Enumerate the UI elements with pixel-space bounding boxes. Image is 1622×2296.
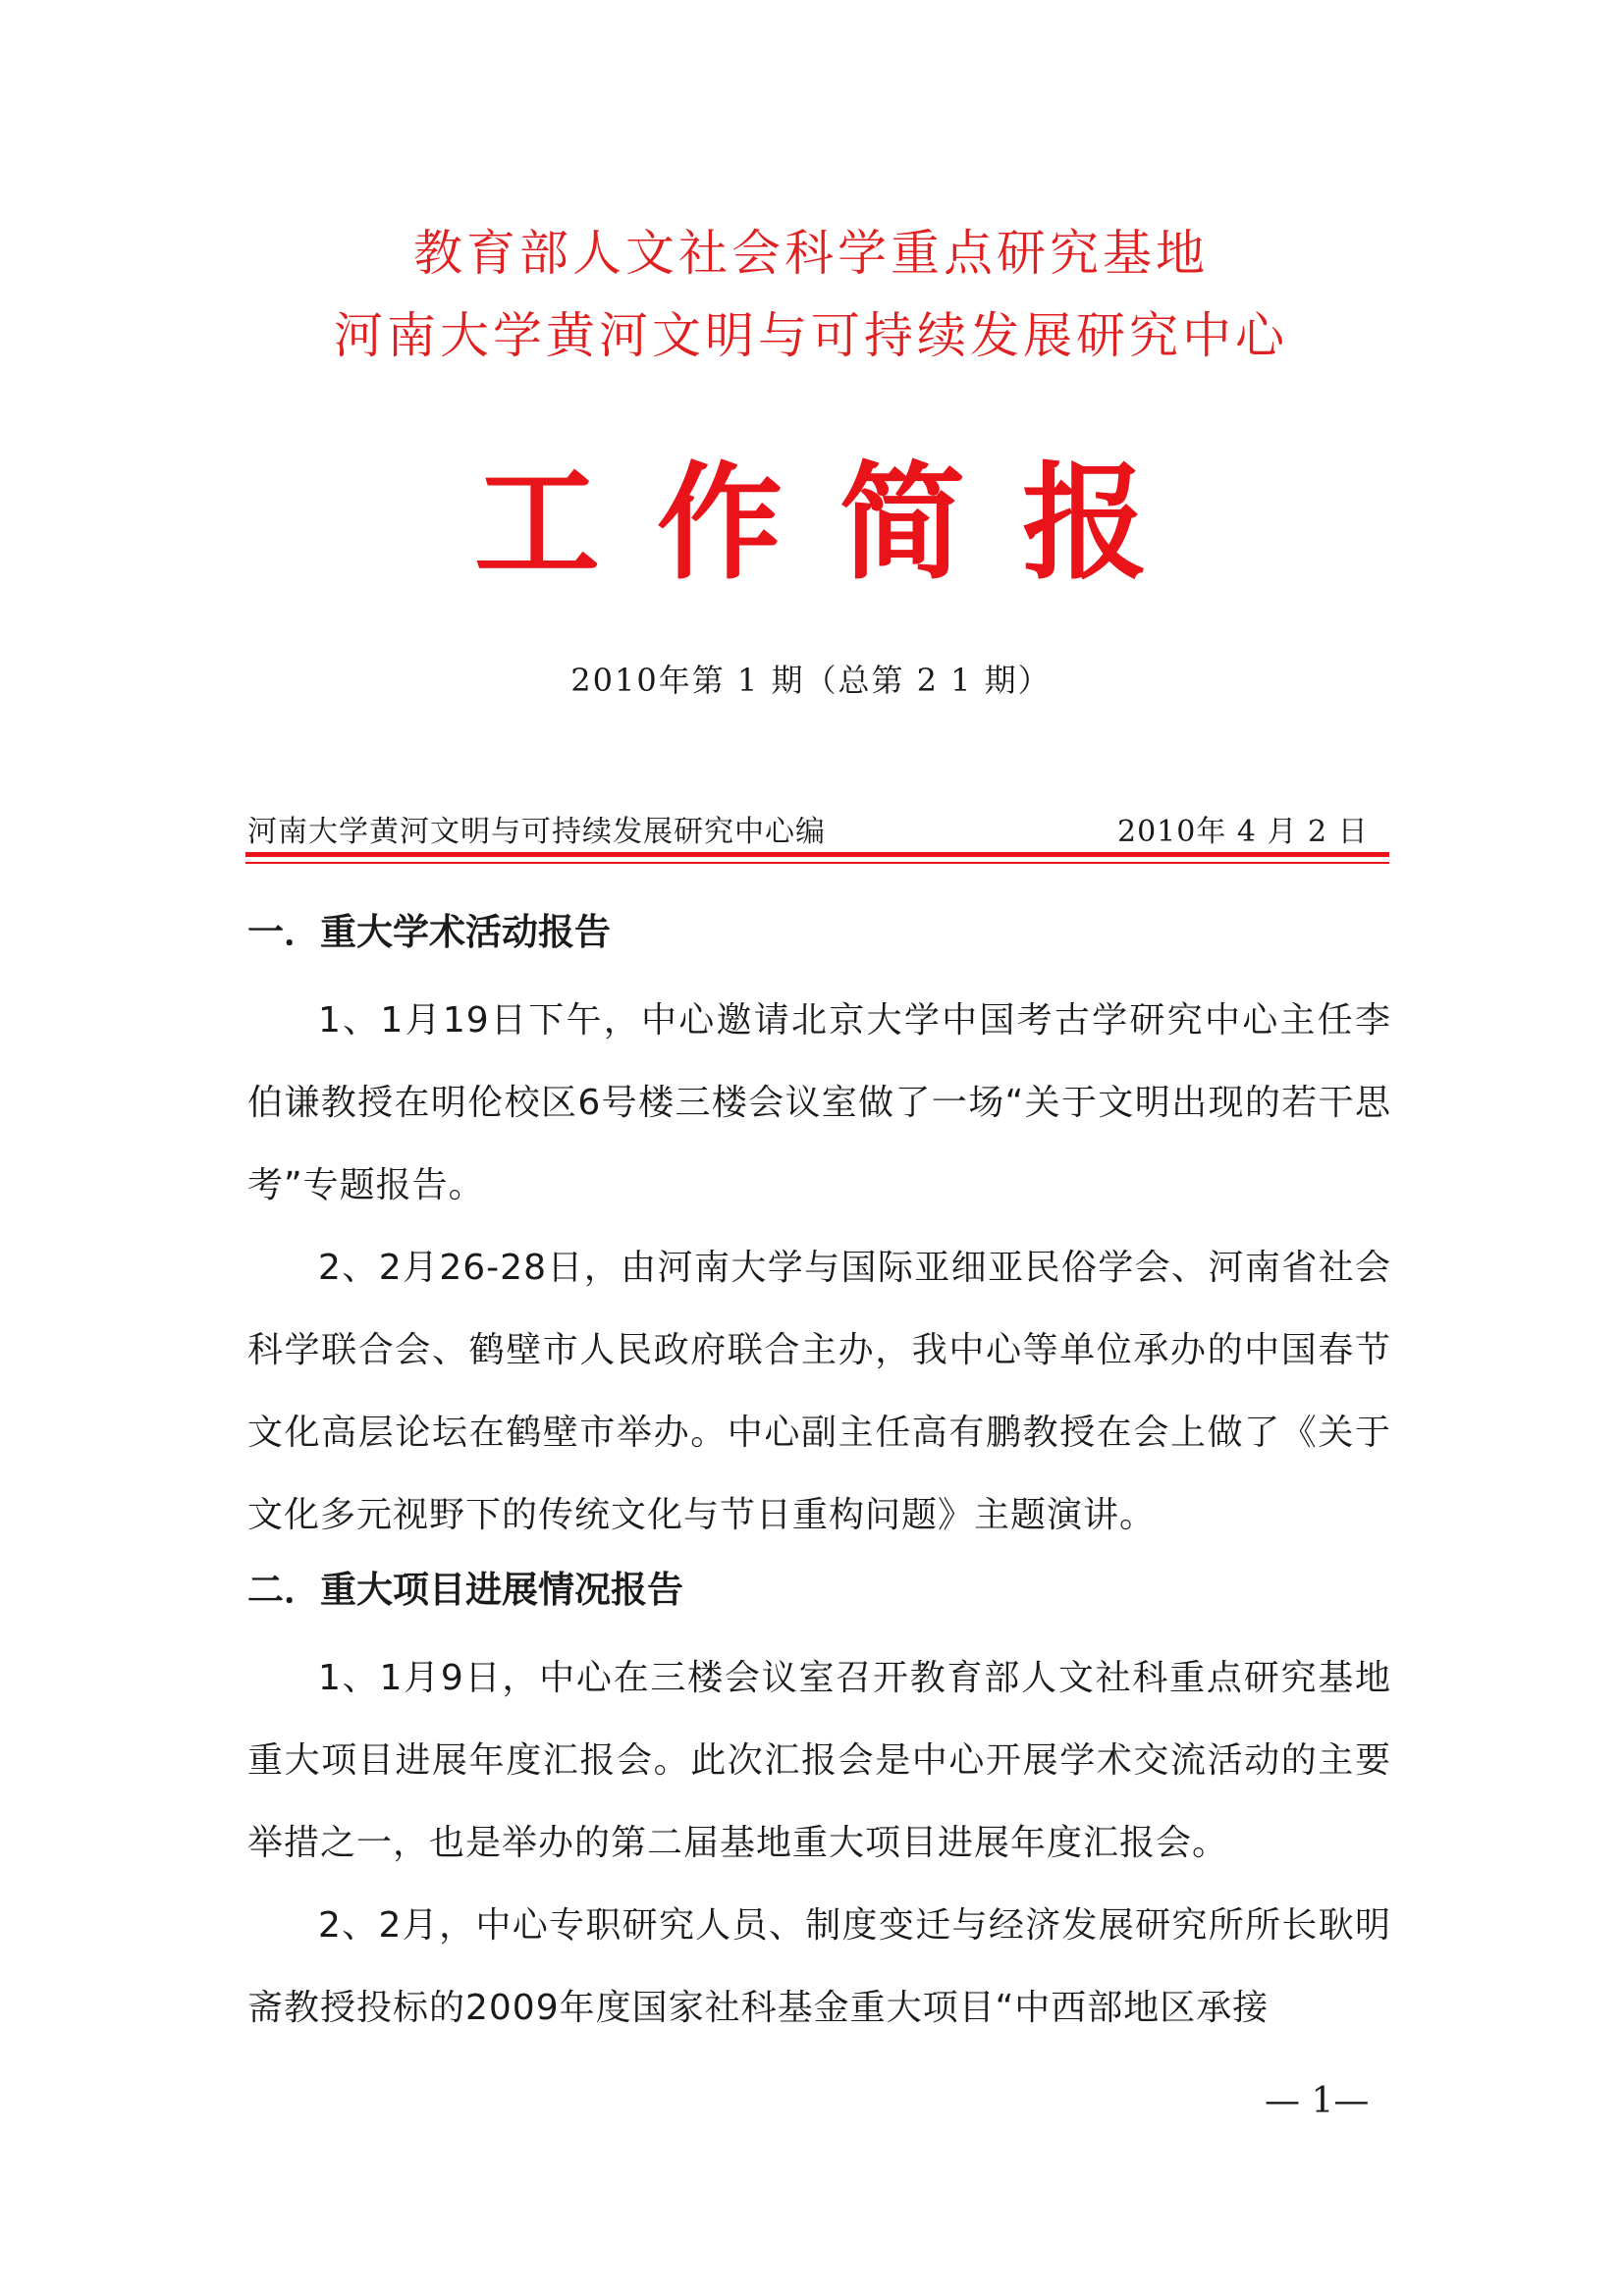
issue-number: 2010年第 1 期（总第 2 1 期） (570, 662, 1052, 699)
paragraph: 1、1月19日下午，中心邀请北京大学中国考古学研究中心主任李伯谦教授在明伦校区6号楼三楼会议室做了一场“关于文明出现的若干思考”专题报告。 (247, 1000, 1391, 1205)
org-name-line-1: 教育部人文社会科学重点研究基地 (413, 225, 1209, 282)
paragraph: 1、1月9日，中心在三楼会议室召开教育部人文社科重点研究基地重大项目进展年度汇报会。此次汇报会是中心开展学术交流活动的主要举措之一，也是举办的第二届基地重大项目进展年度汇报会。 (247, 1658, 1391, 1863)
paragraph: 2、2月26-28日，由河南大学与国际亚细亚民俗学会、河南省社会科学联合会、鹤壁市人民政府联合主办，我中心等单位承办的中国春节文化高层论坛在鹤壁市举办。中心副主任高有鹏教授在会上做了《关于文化多元视野下的传统文化与节日重构问题》主题演讲。 (247, 1248, 1391, 1535)
bulletin-title: 工作简报 (473, 451, 1205, 597)
editor-line: 河南大学黄河文明与可持续发展研究中心编 (247, 815, 826, 849)
section-academic-activities (247, 905, 1391, 1557)
page-number: — 1— (1265, 2081, 1370, 2121)
masthead-rule-thick (245, 852, 1389, 857)
section-heading: 二．重大项目进展情况报告 (247, 1569, 683, 1611)
section-project-progress (247, 1563, 1391, 2050)
org-name-line-2: 河南大学黄河文明与可持续发展研究中心 (334, 307, 1288, 364)
paragraph: 2、2月，中心专职研究人员、制度变迁与经济发展研究所所长耿明斋教授投标的2009年度国家社科基金重大项目“中西部地区承接 (247, 1905, 1391, 2028)
section-heading: 一．重大学术活动报告 (247, 911, 611, 953)
bulletin-body (247, 905, 1391, 2050)
masthead-rule-thin (245, 862, 1389, 864)
publish-date: 2010年 4 月 2 日 (1117, 815, 1369, 849)
